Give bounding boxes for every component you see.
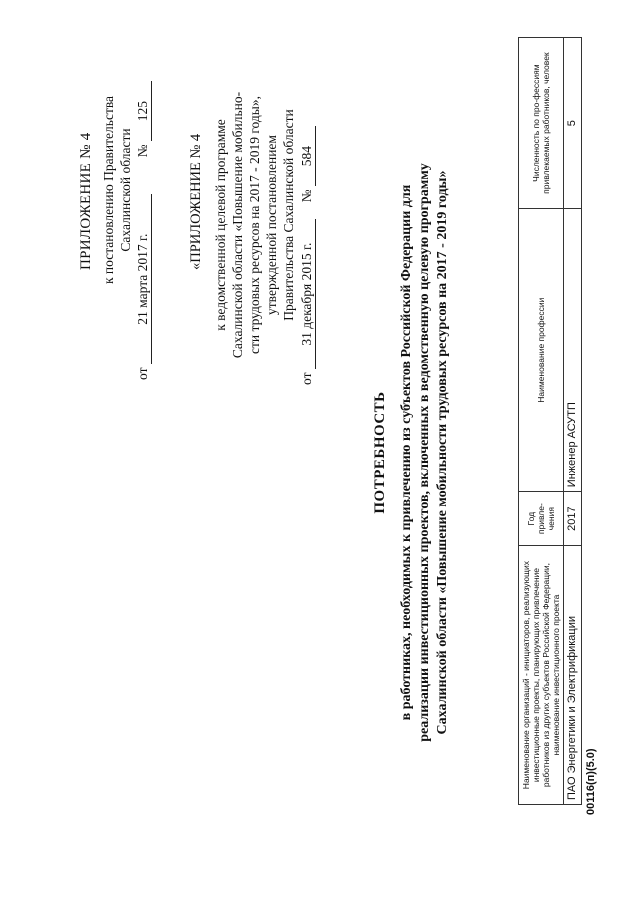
decree-reference: [100, 75, 134, 305]
decree-ref-line: к постановлению Правительства: [101, 95, 116, 285]
program-ref-line: Сахалинской области «Повышение мобильно-: [230, 91, 245, 359]
appendix-title: ПРИЛОЖЕНИЕ № 4: [78, 132, 94, 270]
header-organization: Наименование организаций - инициаторов, реализующих инвестиционные проекты, планирующих привлечение работников из других субъектов Российской Федерации, наименование инвестиционного проекта: [519, 546, 564, 805]
program-ref-line: к ведомственной целевой программе: [213, 119, 228, 331]
program-date-line: [298, 55, 316, 385]
table-row: [564, 38, 582, 805]
subtitle-line: Сахалинской области «Повышение мобильности трудовых ресурсов на 2017 - 2019 годы»: [435, 170, 450, 735]
program-appendix-title: «ПРИЛОЖЕНИЕ № 4: [188, 133, 204, 270]
subtitle-line: реализации инвестиционных проектов, включенных в ведомственную целевую программу: [417, 163, 432, 742]
program-ref-line: Правительства Сахалинской области: [281, 109, 296, 321]
header-headcount: Численность по про-фессиям привлекаемых работников, человек: [519, 38, 564, 209]
header-profession: Наименование профессии: [519, 209, 564, 492]
workers-needs-table: [518, 37, 582, 805]
subtitle-line: в работниках, необходимых к привлечению из субъектов Российской Федерации для: [399, 184, 414, 721]
program-ref-line: утвержденной постановлением: [264, 135, 279, 315]
program-number: 584: [298, 126, 316, 186]
cell-year: 2017: [564, 492, 582, 546]
number-label: №: [299, 189, 314, 203]
document-title: ПОТРЕБНОСТЬ: [372, 391, 388, 514]
from-label: от: [135, 367, 150, 380]
cell-profession: Инженер АСУТП: [564, 209, 582, 492]
cell-organization: ПАО Энергетики и Электрификации: [564, 546, 582, 805]
program-reference: [212, 65, 280, 385]
table-header-row: [519, 38, 564, 805]
document-code: 00116(п)(5.0): [585, 748, 597, 815]
document-subtitle: [398, 60, 452, 845]
decree-number: 125: [134, 81, 152, 141]
program-ref-line: сти трудовых ресурсов на 2017 - 2019 годы»,: [247, 96, 262, 354]
number-label: №: [135, 144, 150, 158]
cell-headcount: 5: [564, 38, 582, 209]
decree-date: 21 марта 2017 г.: [134, 194, 152, 364]
from-label: от: [299, 372, 314, 385]
program-date: 31 декабря 2015 г.: [298, 219, 316, 369]
decree-ref-line: Сахалинской области: [118, 128, 133, 252]
header-year: Год привле-чения: [519, 492, 564, 546]
decree-date-line: [134, 40, 152, 380]
